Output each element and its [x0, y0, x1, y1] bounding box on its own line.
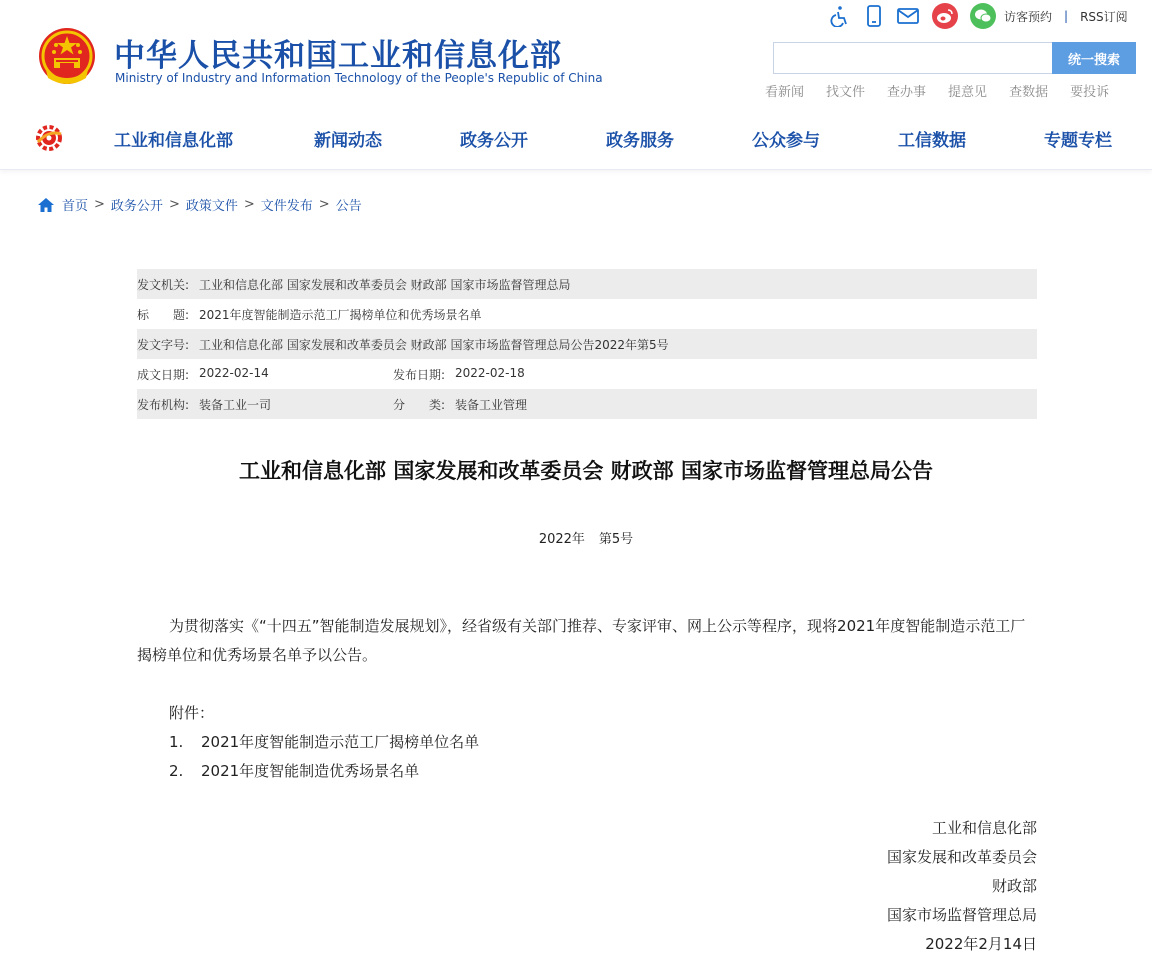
signer-miit: 工业和信息化部: [931, 819, 1037, 837]
breadcrumb-separator: >: [318, 197, 330, 212]
attachment-title[interactable]: 2021年度智能制造优秀场景名单: [201, 762, 420, 780]
national-emblem-icon[interactable]: [36, 26, 98, 90]
wechat-icon[interactable]: [970, 3, 996, 29]
mail-icon[interactable]: [894, 3, 922, 29]
breadcrumb-gov-affairs[interactable]: 政务公开: [110, 199, 163, 214]
meta-label: 成文日期:: [137, 367, 190, 382]
meta-org-cell: [137, 396, 393, 413]
nav-item-data[interactable]: 工信数据: [898, 131, 966, 151]
breadcrumb-separator: >: [94, 197, 105, 212]
meta-org: 装备工业一司: [199, 397, 272, 412]
meta-label: 分 类:: [393, 397, 446, 412]
meta-row-dates: [137, 359, 1037, 389]
quick-link-services[interactable]: 查办事: [887, 85, 927, 100]
nav-item-gov-affairs[interactable]: 政务公开: [460, 131, 528, 151]
quick-link-feedback[interactable]: 提意见: [948, 85, 988, 100]
meta-row-title: [137, 299, 1037, 329]
breadcrumb-separator: >: [243, 197, 255, 212]
search-input[interactable]: [773, 42, 1053, 74]
header-tools: [826, 2, 1128, 30]
meta-title: 2021年度智能制造示范工厂揭榜单位和优秀场景名单: [199, 307, 482, 322]
signer-samr: 国家市场监督管理总局: [886, 906, 1037, 924]
article-paragraph: 为贯彻落实《“十四五”智能制造发展规划》，经省级有关部门推荐、专家评审、网上公示等程序，现将2021年度智能制造示范工厂揭榜单位和优秀场景名单予以公告。: [137, 617, 1026, 664]
quick-links: [765, 81, 1131, 100]
nav-item-topics[interactable]: 专题专栏: [1044, 131, 1112, 151]
meta-written-date: 2022-02-14: [199, 365, 269, 380]
document-number: [0, 528, 1152, 547]
attachment-link[interactable]: [169, 760, 419, 781]
meta-docno: 工业和信息化部 国家发展和改革委员会 财政部 国家市场监督管理总局公告2022年第5号: [199, 337, 669, 352]
attachment-number: 1.: [169, 733, 184, 751]
breadcrumb-announcement[interactable]: 公告: [335, 199, 362, 214]
breadcrumb: [37, 195, 362, 214]
signature-block: [887, 814, 1037, 954]
nav-item-ministry[interactable]: 工业和信息化部: [114, 131, 233, 151]
site-subtitle: Ministry of Industry and Information Technology of the People's Republic of China: [115, 71, 603, 85]
quick-link-complaint[interactable]: 要投诉: [1070, 85, 1110, 100]
home-icon[interactable]: [37, 197, 55, 213]
visitor-appointment-link[interactable]: 访客预约: [1004, 9, 1053, 24]
meta-label: 标 题:: [137, 307, 190, 322]
rss-link[interactable]: RSS订阅: [1080, 9, 1128, 24]
meta-row-org: [137, 389, 1037, 419]
quick-link-files[interactable]: 找文件: [826, 85, 866, 100]
signature-date: 2022年2月14日: [925, 935, 1037, 953]
breadcrumb-doc-release[interactable]: 文件发布: [260, 199, 313, 214]
meta-category: 装备工业管理: [455, 397, 528, 412]
meta-issuer: 工业和信息化部 国家发展和改革委员会 财政部 国家市场监督管理总局: [199, 277, 571, 292]
breadcrumb-separator: >: [168, 197, 180, 212]
quick-link-news[interactable]: 看新闻: [765, 85, 805, 100]
gear-logo-icon[interactable]: [34, 124, 64, 152]
tool-separator: |: [1064, 9, 1069, 23]
article-title: 工业和信息化部 国家发展和改革委员会 财政部 国家市场监督管理总局公告: [239, 459, 933, 483]
site-header: [0, 0, 1152, 110]
meta-label: 发布日期:: [393, 367, 446, 382]
doc-year: 2022年: [538, 532, 585, 547]
meta-category-cell: [393, 396, 649, 413]
meta-written-date-cell: [137, 366, 393, 383]
attachment-link[interactable]: [169, 731, 479, 752]
accessibility-icon[interactable]: [826, 3, 854, 29]
signer-mof: 财政部: [991, 877, 1037, 895]
breadcrumb-policy-docs[interactable]: 政策文件: [185, 199, 238, 214]
attachment-number: 2.: [169, 762, 184, 780]
nav-item-public-participation[interactable]: 公众参与: [752, 131, 820, 151]
search-button[interactable]: 统一搜索: [1052, 42, 1136, 74]
attachment-label: 附件：: [169, 704, 215, 722]
meta-label: 发布机构:: [137, 397, 190, 412]
doc-number: 第5号: [598, 532, 634, 547]
breadcrumb-home[interactable]: 首页: [62, 199, 89, 214]
mobile-icon[interactable]: [860, 3, 888, 29]
site-title: 中华人民共和国工业和信息化部: [114, 38, 562, 74]
meta-row-issuer: [137, 269, 1037, 299]
attachment-title[interactable]: 2021年度智能制造示范工厂揭榜单位名单: [201, 733, 480, 751]
meta-publish-date-cell: [393, 366, 649, 383]
meta-row-docno: [137, 329, 1037, 359]
meta-label: 发文字号:: [137, 337, 190, 352]
meta-label: 发文机关:: [137, 277, 190, 292]
nav-item-news[interactable]: 新闻动态: [314, 131, 382, 151]
document-meta-table: [137, 269, 1037, 419]
main-nav: [0, 110, 1152, 170]
meta-publish-date: 2022-02-18: [455, 365, 525, 380]
signer-ndrc: 国家发展和改革委员会: [886, 848, 1037, 866]
nav-item-gov-services[interactable]: 政务服务: [606, 131, 674, 151]
weibo-icon[interactable]: [932, 3, 958, 29]
quick-link-data[interactable]: 查数据: [1009, 85, 1049, 100]
